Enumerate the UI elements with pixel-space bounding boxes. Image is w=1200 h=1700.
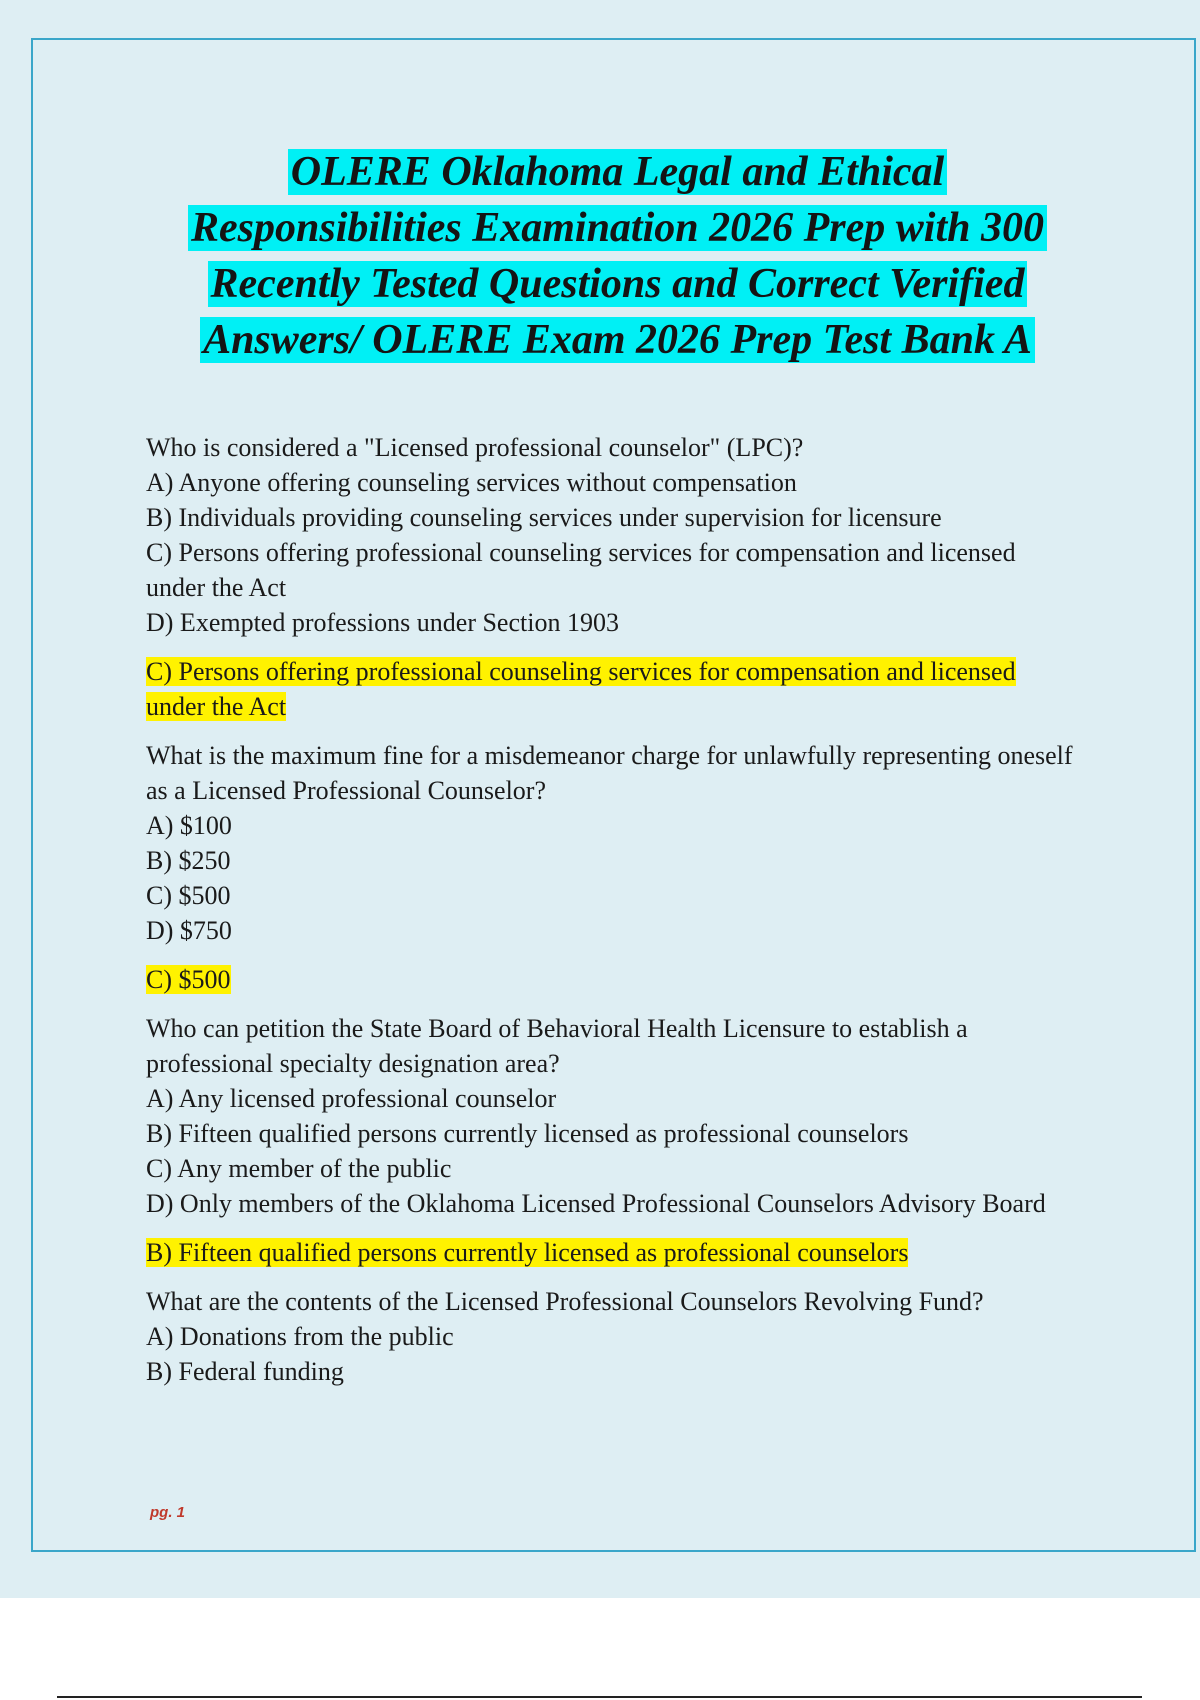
answer-option: A) $100 [146,811,232,840]
answer-option: D) Exempted professions under Section 1903 [146,608,619,637]
answer-option: A) Any licensed professional counselor [146,1084,557,1113]
answer-option: C) Any member of the public [146,1154,452,1183]
correct-answer [146,654,1076,724]
answer-option: C) Persons offering professional counseling services for compensation and licensed under the Act [146,538,1016,602]
question-block [146,1011,1076,1221]
question-text: What are the contents of the Licensed Professional Counselors Revolving Fund? [146,1287,984,1316]
question-block [146,738,1076,948]
question-block [146,1284,1076,1389]
answer-option: A) Donations from the public [146,1322,454,1351]
correct-answer-text: C) $500 [146,965,231,994]
answer-option: A) Anyone offering counseling services without compensation [146,468,797,497]
correct-answer-text: B) Fifteen qualified persons currently licensed as professional counselors [146,1238,909,1267]
answer-option: D) Only members of the Oklahoma Licensed Professional Counselors Advisory Board [146,1189,1046,1218]
correct-answer [146,1235,1076,1270]
question-text: Who can petition the State Board of Behavioral Health Licensure to establish a professional specialty designation area? [146,1014,968,1078]
question-text: What is the maximum fine for a misdemeanor charge for unlawfully representing oneself as a Licensed Professional Counselor? [146,741,1073,805]
document-title [100,144,1135,368]
title-line: OLERE Oklahoma Legal and Ethical [288,149,947,195]
answer-option: B) Individuals providing counseling services under supervision for licensure [146,503,942,532]
title-line: Recently Tested Questions and Correct Verified [208,261,1028,307]
question-text: Who is considered a "Licensed professional counselor" (LPC)? [146,433,804,462]
title-line: Responsibilities Examination 2026 Prep with 300 [188,205,1047,251]
answer-option: C) $500 [146,881,231,910]
question-list [146,430,1076,1389]
answer-option: D) $750 [146,916,232,945]
correct-answer-text: C) Persons offering professional counseling services for compensation and licensed under the Act [146,657,1016,721]
answer-option: B) $250 [146,846,231,875]
page-divider [57,1696,1142,1698]
page-number: pg. 1 [150,1504,186,1521]
title-line: Answers/ OLERE Exam 2026 Prep Test Bank A [200,317,1035,363]
question-block [146,430,1076,640]
answer-option: B) Federal funding [146,1357,344,1386]
answer-option: B) Fifteen qualified persons currently licensed as professional counselors [146,1119,909,1148]
correct-answer [146,962,1076,997]
